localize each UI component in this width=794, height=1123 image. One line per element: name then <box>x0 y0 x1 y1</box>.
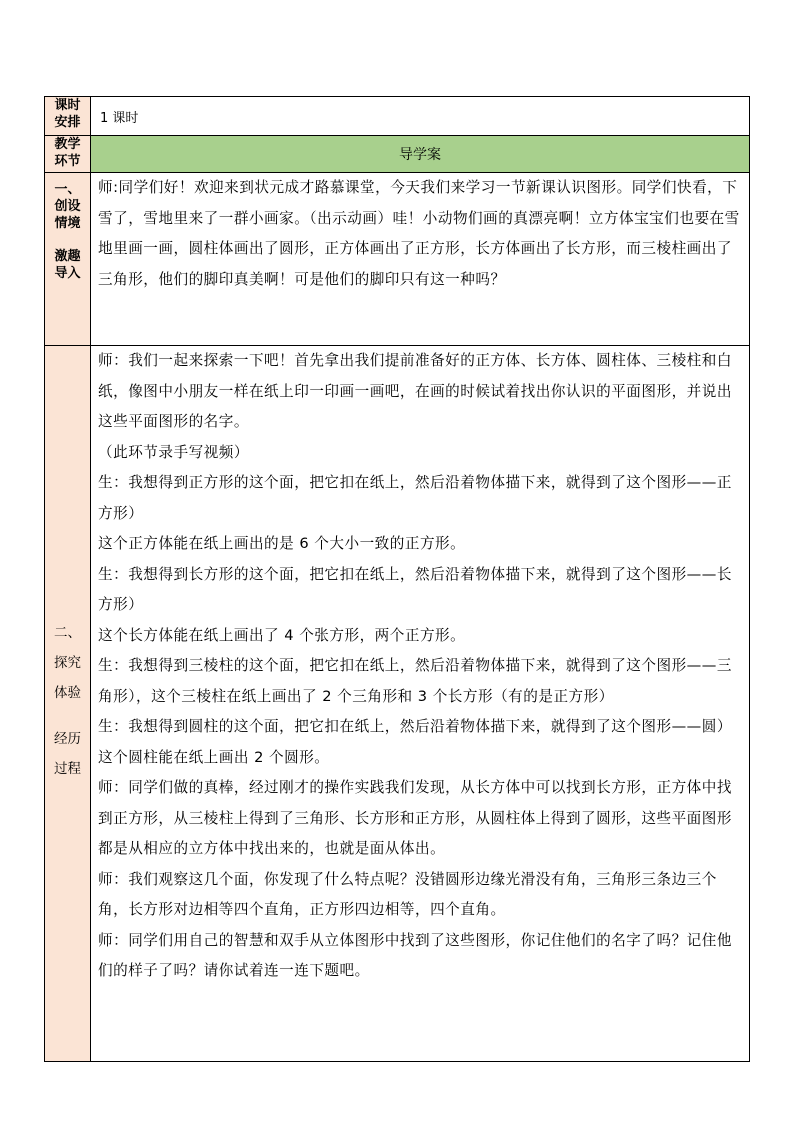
label-line: 过程 <box>54 761 81 777</box>
paragraph: 这个长方体能在纸上画出了 4 个张方形，两个正方形。 <box>98 626 466 644</box>
label-line: 环节 <box>54 154 81 169</box>
label-section-1 <box>45 173 91 346</box>
label-line: 安排 <box>54 115 81 130</box>
section-header: 导学案 <box>91 136 750 173</box>
label-section-2 <box>45 346 91 1062</box>
row-section-1 <box>45 173 750 346</box>
section-1-content <box>91 173 750 346</box>
label-line: 激趣 <box>54 249 81 264</box>
section-2-content <box>91 346 750 1062</box>
label-line: 经历 <box>54 731 81 747</box>
label-line: 一、 <box>54 182 81 197</box>
row-section-2 <box>45 346 750 1062</box>
label-line: 教学 <box>54 137 81 152</box>
paragraph: 师：同学们做的真棒，经过刚才的操作实践我们发现，从长方体中可以找到长方形，正方体中找到正方形，从三棱柱上得到了三角形、长方形和正方形，从圆柱体上得到了圆形，这些平面图形都是从相应的立方体中找出来的，也就是面从体出。 <box>98 779 732 857</box>
label-teaching-stage <box>45 136 91 173</box>
row-class-hours <box>45 97 750 136</box>
paragraph: 师：同学们用自己的智慧和双手从立体图形中找到了这些图形，你记住他们的名字了吗？记住他们的样子了吗？请你试着连一连下题吧。 <box>98 931 732 979</box>
paragraph: 师：我们观察这几个面，你发现了什么特点呢？没错圆形边缘光滑没有角，三角形三条边三个角，长方形对边相等四个直角，正方形四边相等，四个直角。 <box>98 870 717 918</box>
label-line: 情境 <box>54 216 81 231</box>
paragraph: 生：我想得到圆柱的这个面，把它扣在纸上，然后沿着物体描下来，就得到了这个图形——圆）这个圆柱能在纸上画出 2 个圆形。 <box>98 718 732 766</box>
lesson-plan-table <box>44 96 750 1062</box>
label-line: 二、 <box>54 625 81 641</box>
label-line: 课时 <box>54 98 81 113</box>
label-line: 导入 <box>54 266 81 281</box>
paragraph: 生：我想得到正方形的这个面，把它扣在纸上，然后沿着物体描下来，就得到了这个图形——正方形） <box>98 474 732 522</box>
paragraph: （此环节录手写视频） <box>98 443 249 461</box>
label-line: 探究 <box>54 655 81 671</box>
label-line: 体验 <box>54 685 81 701</box>
paragraph: 生：我想得到长方形的这个面，把它扣在纸上，然后沿着物体描下来，就得到了这个图形——长方形） <box>98 565 732 613</box>
paragraph: 生：我想得到三棱柱的这个面，把它扣在纸上，然后沿着物体描下来，就得到了这个图形——三角形），这个三棱柱在纸上画出了 2 个三角形和 3 个长方形（有的是正方形） <box>98 657 732 705</box>
paragraph: 这个正方体能在纸上画出的是 6 个大小一致的正方形。 <box>98 535 466 552</box>
label-line: 创设 <box>54 199 81 214</box>
class-hours-cell <box>91 97 750 136</box>
label-class-hours <box>45 97 91 136</box>
paragraph: 师:同学们好！欢迎来到状元成才路慕课堂，今天我们来学习一节新课认识图形。同学们快看，下雪了，雪地里来了一群小画家。（出示动画）哇！小动物们画的真漂亮啊！立方体宝宝们也要在雪地里画一画，圆柱体画出了圆形，正方体画出了正方形，长方体画出了长方形，而三棱柱画出了三角形，他们的脚印真美啊！可是他们的脚印只有这一种吗？ <box>98 179 740 288</box>
row-teaching-stage <box>45 136 750 173</box>
class-hours-value: 1 课时 <box>100 111 139 126</box>
paragraph: 师：我们一起来探索一下吧！首先拿出我们提前准备好的正方体、长方体、圆柱体、三棱柱和白纸，像图中小朋友一样在纸上印一印画一画吧，在画的时候试着找出你认识的平面图形，并说出这些平面图形的名字。 <box>98 352 732 430</box>
